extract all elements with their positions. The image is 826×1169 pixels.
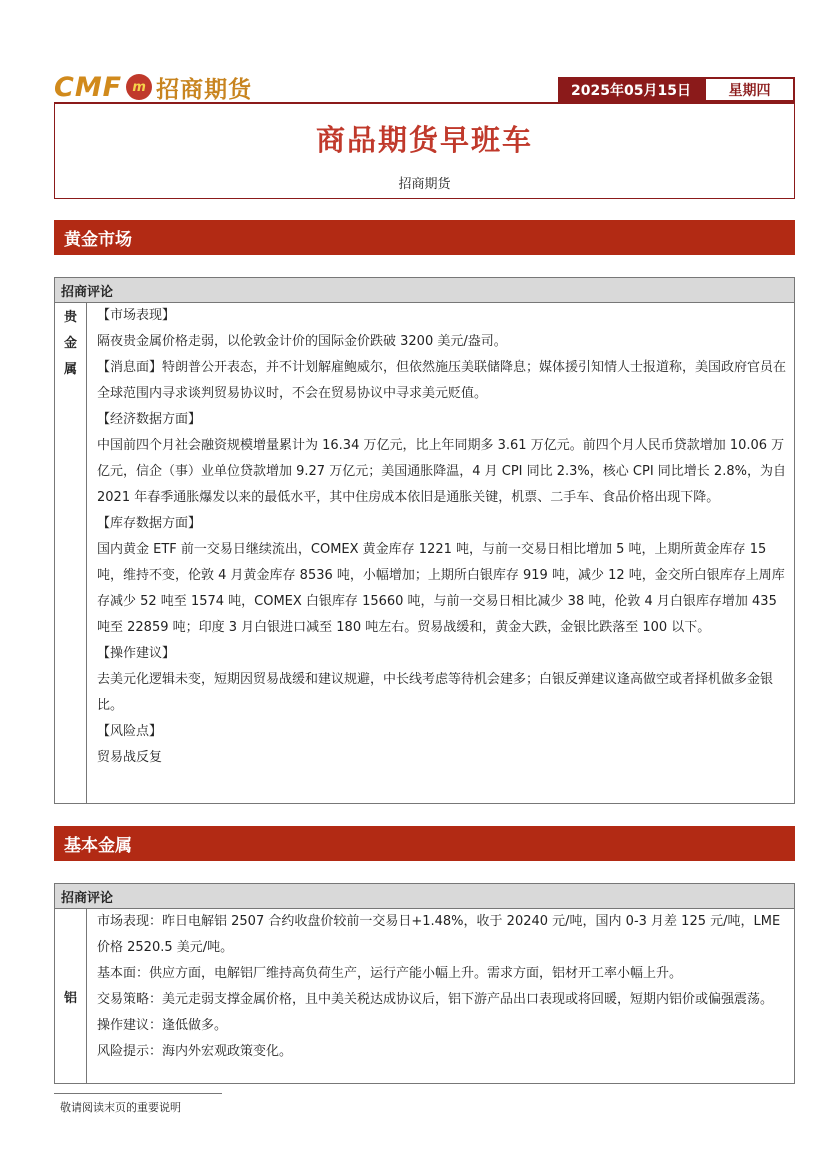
gold-side-label-char: 金 (63, 336, 77, 351)
base-metal-paragraph: 风险提示：海内外宏观政策变化。 (97, 1044, 293, 1059)
gold-side-label-char: 贵 (63, 310, 77, 325)
gold-paragraph: 隔夜贵金属价格走弱，以伦敦金计价的国际金价跌破 3200 美元/盎司。 (97, 334, 507, 349)
footer-note: 敬请阅读末页的重要说明 (60, 1101, 181, 1114)
base-metal-paragraph: 操作建议：逢低做多。 (97, 1018, 228, 1033)
gold-paragraph: 【库存数据方面】 (97, 516, 202, 531)
gold-comment-header: 招商评论 (55, 278, 794, 303)
title-box (54, 104, 795, 199)
base-metal-paragraph: 交易策略：美元走弱支撑金属价格，且中美关税达成协议后，铝下游产品出口表现或将回暖，短期内铝价或偏强震荡。 (97, 992, 774, 1007)
gold-paragraph: 国内黄金 ETF 前一交易日继续流出，COMEX 黄金库存 1221 吨，与前一交易日相比增加 5 吨，上期所黄金库存 15 吨，维持不变，伦敦 4 月黄金库存 8536 吨，小幅增加；上期所白银库存 919 吨，减少 12 吨，金交所白银库存上周库存减少 52 吨至 1574 吨，COMEX 白银库存 15660 吨，与前一交易日相比减少 38 吨，伦敦 4 月白银库存增加 435 吨至 22859 吨；印度 3 月白银进口减至 180 吨左右。贸易战缓和，黄金大跌，金银比跌落至 100 以下。 (97, 542, 785, 635)
base-metal-comment-table (54, 883, 795, 1084)
base-metal-comment-content (87, 909, 794, 1084)
base-metal-comment-header: 招商评论 (55, 884, 794, 909)
gold-side-label-char: 属 (63, 362, 77, 377)
gold-paragraph: 【经济数据方面】 (97, 412, 202, 427)
gold-paragraph: 贸易战反复 (97, 750, 163, 765)
gold-comment-content (87, 303, 794, 804)
footer-divider (54, 1093, 222, 1094)
gold-side-label (55, 303, 87, 804)
gold-paragraph: 去美元化逻辑未变，短期因贸易战缓和建议规避，中长线考虑等待机会建多；白银反弹建议逢高做空或者择机做多金银比。 (97, 672, 774, 713)
logo-company-name: 招商期货 (156, 75, 253, 103)
section-title-gold: 黄金市场 (54, 220, 795, 255)
company-logo (54, 70, 252, 104)
base-metal-paragraph: 基本面：供应方面，电解铝厂维持高负荷生产，运行产能小幅上升。需求方面，铝材开工率小幅上升。 (97, 966, 683, 981)
page-subtitle: 招商期货 (398, 177, 451, 192)
section-title-base-metal: 基本金属 (54, 826, 795, 861)
gold-comment-table (54, 277, 795, 804)
gold-paragraph: 【市场表现】 (97, 308, 176, 323)
report-date: 2025年05月15日 (558, 77, 704, 102)
gold-paragraph: 【操作建议】 (97, 646, 176, 661)
base-metal-side-label: 铝 (55, 909, 87, 1084)
gold-paragraph: 【消息面】特朗普公开表态，并不计划解雇鲍威尔，但依然施压美联储降息；媒体援引知情人士报道称，美国政府官员在全球范围内寻求谈判贸易协议时，不会在贸易协议中寻求美元贬值。 (97, 360, 787, 401)
gold-paragraph: 【风险点】 (97, 724, 163, 739)
logo-cmf-text: CMF (54, 71, 123, 103)
report-weekday: 星期四 (704, 77, 795, 102)
base-metal-paragraph: 市场表现：昨日电解铝 2507 合约收盘价较前一交易日+1.48%，收于 20240 元/吨，国内 0-3 月差 125 元/吨，LME 价格 2520.5 美元/吨。 (97, 914, 781, 955)
gold-paragraph: 中国前四个月社会融资规模增量累计为 16.34 万亿元，比上年同期多 3.61 万亿元。前四个月人民币贷款增加 10.06 万亿元，信企（事）业单位贷款增加 9.27 万亿元；美国通胀降温，4 月 CPI 同比 2.3%，核心 CPI 同比增长 2.8%，为自 2021 年春季通胀爆发以来的最低水平，其中住房成本依旧是通胀关键，机票、二手车、食品价格出现下降。 (97, 438, 786, 505)
logo-badge-icon: m (126, 74, 152, 100)
page-title: 商品期货早班车 (315, 123, 533, 157)
